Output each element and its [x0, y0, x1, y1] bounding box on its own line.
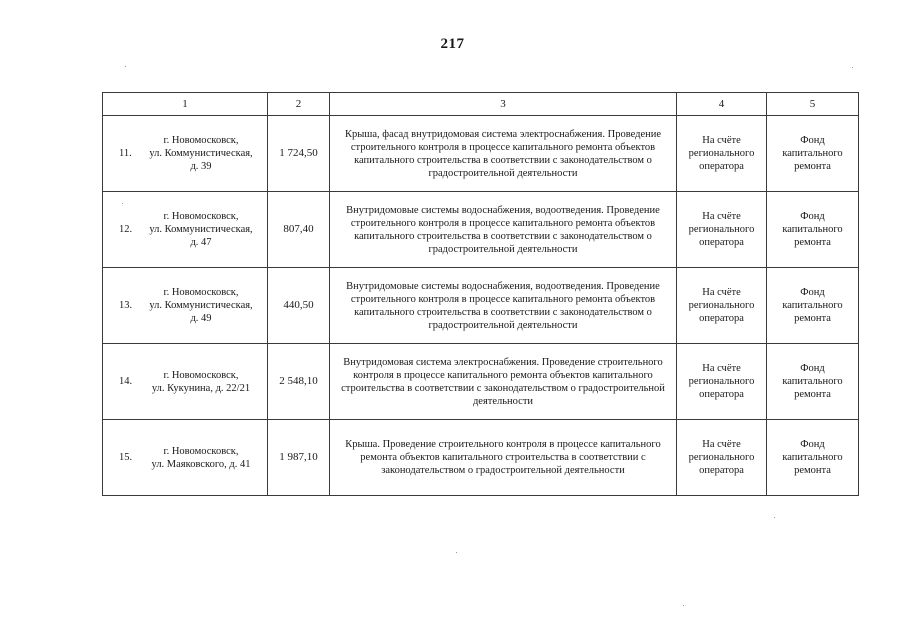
row-number: 13. [119, 300, 133, 311]
address-line: ул. Кукунина, д. 22/21 [151, 382, 251, 394]
address-line: ул. Коммунистическая, [149, 148, 253, 159]
source-cell: Фонд капитального ремонта [767, 192, 859, 268]
account-cell: На счёте регионального оператора [677, 192, 767, 268]
row-number: 12. [119, 224, 133, 235]
header-cell-1: 1 [103, 93, 268, 116]
works-cell: Внутридомовые системы водоснабжения, водоотведения. Проведение строительного контроля в процессе капитального ремонта объектов капитального строительства в соответствии с законодательством о градостроительной деятельности [330, 192, 677, 268]
address-line: д. 49 [190, 313, 212, 324]
cost-cell: 440,50 [268, 268, 330, 344]
source-cell: Фонд капитального ремонта [767, 344, 859, 420]
source-cell: Фонд капитального ремонта [767, 420, 859, 496]
works-cell: Внутридомовые системы водоснабжения, водоотведения. Проведение строительного контроля в процессе капитального ремонта объектов капитального строительства в соответствии с законодательством о градостроительной деятельности [330, 268, 677, 344]
row-number: 15. [119, 452, 133, 463]
address-cell [103, 116, 268, 192]
address [143, 445, 259, 471]
address-line: д. 47 [190, 237, 212, 248]
page-number: 217 [440, 36, 465, 52]
address-cell [103, 268, 268, 344]
account-cell: На счёте регионального оператора [677, 344, 767, 420]
cost-cell: 807,40 [268, 192, 330, 268]
row-number: 14. [119, 376, 133, 387]
address-line: г. Новомосковск, [163, 135, 239, 146]
address-cell [103, 420, 268, 496]
cost-cell: 1 724,50 [268, 116, 330, 192]
table-row [103, 268, 859, 344]
scan-speck [122, 203, 123, 204]
works-cell: Внутридомовая система электроснабжения. Проведение строительного контроля в процессе капитального ремонта объектов капитального строительства в соответствии с законодательством о градостроительной деятельности [330, 344, 677, 420]
address-line: ул. Коммунистическая, [149, 300, 253, 311]
works-cell: Крыша. Проведение строительного контроля в процессе капитального ремонта объектов капитального строительства в соответствии с законодательством о градостроительной деятельности [330, 420, 677, 496]
scan-speck [852, 67, 853, 68]
table-row [103, 420, 859, 496]
header-cell-4: 4 [677, 93, 767, 116]
address-line: д. 39 [190, 161, 212, 172]
header-cell-2: 2 [268, 93, 330, 116]
address-line: ул. Коммунистическая, [149, 224, 253, 235]
header-cell-5: 5 [767, 93, 859, 116]
address-line: ул. Маяковского, д. 41 [151, 458, 251, 470]
cost-cell: 2 548,10 [268, 344, 330, 420]
address [143, 134, 259, 173]
account-cell: На счёте регионального оператора [677, 268, 767, 344]
address-cell [103, 192, 268, 268]
table-row [103, 116, 859, 192]
table-row [103, 192, 859, 268]
source-cell: Фонд капитального ремонта [767, 116, 859, 192]
address-line: г. Новомосковск, [163, 369, 239, 381]
account-cell: На счёте регионального оператора [677, 420, 767, 496]
cost-cell: 1 987,10 [268, 420, 330, 496]
address-line: г. Новомосковск, [163, 287, 239, 298]
scan-speck [456, 552, 457, 553]
table-row [103, 344, 859, 420]
works-table [102, 92, 859, 496]
address-cell [103, 344, 268, 420]
row-number: 11. [119, 148, 132, 159]
address [143, 369, 259, 395]
scan-speck [683, 605, 684, 606]
address [143, 286, 259, 325]
table-header-row [103, 93, 859, 116]
address-line: г. Новомосковск, [163, 211, 239, 222]
scan-speck [125, 66, 126, 67]
account-cell: На счёте регионального оператора [677, 116, 767, 192]
works-cell: Крыша, фасад внутридомовая система электроснабжения. Проведение строительного контроля в процессе капитального ремонта объектов капитального строительства в соответствии с законодательством о градостроительной деятельности [330, 116, 677, 192]
header-cell-3: 3 [330, 93, 677, 116]
source-cell: Фонд капитального ремонта [767, 268, 859, 344]
scan-speck [774, 517, 775, 518]
address [143, 210, 259, 249]
address-line: г. Новомосковск, [163, 445, 239, 457]
